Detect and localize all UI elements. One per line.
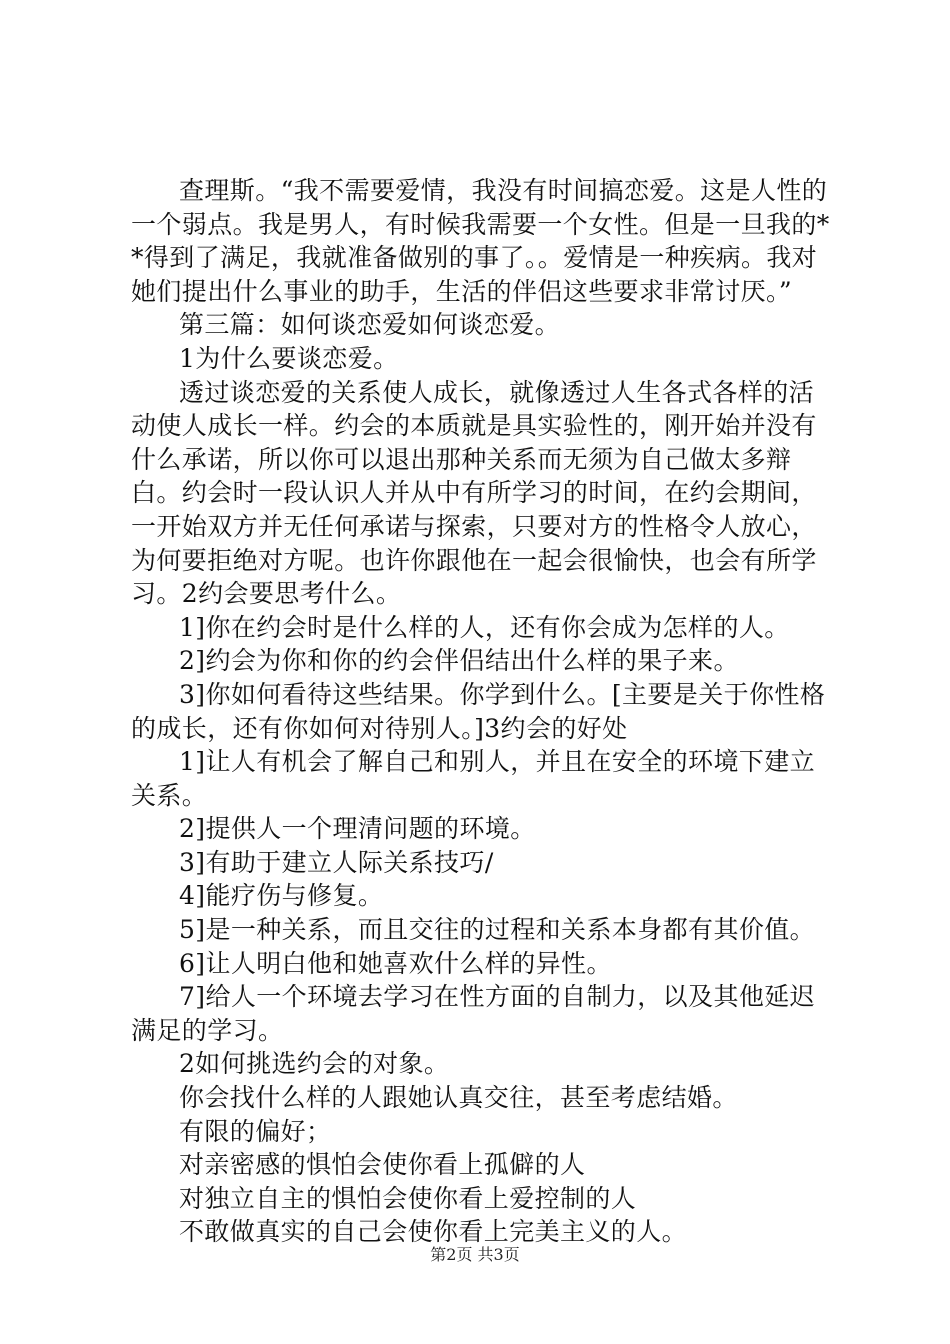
list-item: 1]你在约会时是什么样的人，还有你会成为怎样的人。 — [179, 612, 790, 642]
paragraph: 透过谈恋爱的关系使人成长，就像透过人生各式各样的活动使人成长一样。约会的本质就是具实验性的，刚开始并没有什么承诺，所以你可以退出那种关系而无须为自己做太多辩白。约会时一段认识人并从中有所学习的时间，在约会期间，一开始双方并无任何承诺与探索，只要对方的性格令人放心，为何要拒绝对方呢。也许你跟他在一起会很愉快，也会有所学习。2约会要思考什么。 — [131, 377, 817, 609]
list-item: 5]是一种关系，而且交往的过程和关系本身都有其价值。 — [179, 915, 816, 945]
list-item: 3]有助于建立人际关系技巧/ — [179, 847, 494, 877]
page-number-footer: 第2页 共3页 — [430, 1245, 520, 1264]
paragraph: 查理斯。“我不需要爱情，我没有时间搞恋爱。这是人性的一个弱点。我是男人，有时候我需要一个女性。但是一旦我的**得到了满足，我就准备做别的事了。。爱情是一种疾病。我对她们提出什么事业的助手，生活的伴侣这些要求非常讨厌。” — [131, 176, 830, 306]
paragraph: 不敢做真实的自己会使你看上完美主义的人。 — [179, 1217, 688, 1247]
list-item: 1]让人有机会了解自己和别人，并且在安全的环境下建立关系。 — [131, 747, 816, 810]
list-item: 2]约会为你和你的约会伴侣结出什么样的果子来。 — [179, 646, 739, 676]
subheading: 1为什么要谈恋爱。 — [179, 343, 399, 373]
paragraph: 有限的偏好； — [179, 1116, 332, 1146]
subheading: 2如何挑选约会的对象。 — [179, 1049, 450, 1079]
document-body — [131, 174, 831, 1249]
list-item: 6]让人明白他和她喜欢什么样的异性。 — [179, 948, 612, 978]
paragraph: 对独立自主的惧怕会使你看上爱控制的人 — [179, 1183, 637, 1213]
paragraph: 你会找什么样的人跟她认真交往，甚至考虑结婚。 — [179, 1083, 738, 1113]
list-item: 4]能疗伤与修复。 — [179, 881, 384, 911]
list-item: 7]给人一个环境去学习在性方面的自制力，以及其他延迟满足的学习。 — [131, 982, 816, 1045]
section-heading: 第三篇：如何谈恋爱如何谈恋爱。 — [179, 310, 561, 340]
list-item: 2]提供人一个理清问题的环境。 — [179, 814, 536, 844]
list-item: 3]你如何看待这些结果。你学到什么。[主要是关于你性格的成长，还有你如何对待别人。]3约会的好处 — [131, 679, 826, 743]
paragraph: 对亲密感的惧怕会使你看上孤僻的人 — [179, 1150, 586, 1180]
